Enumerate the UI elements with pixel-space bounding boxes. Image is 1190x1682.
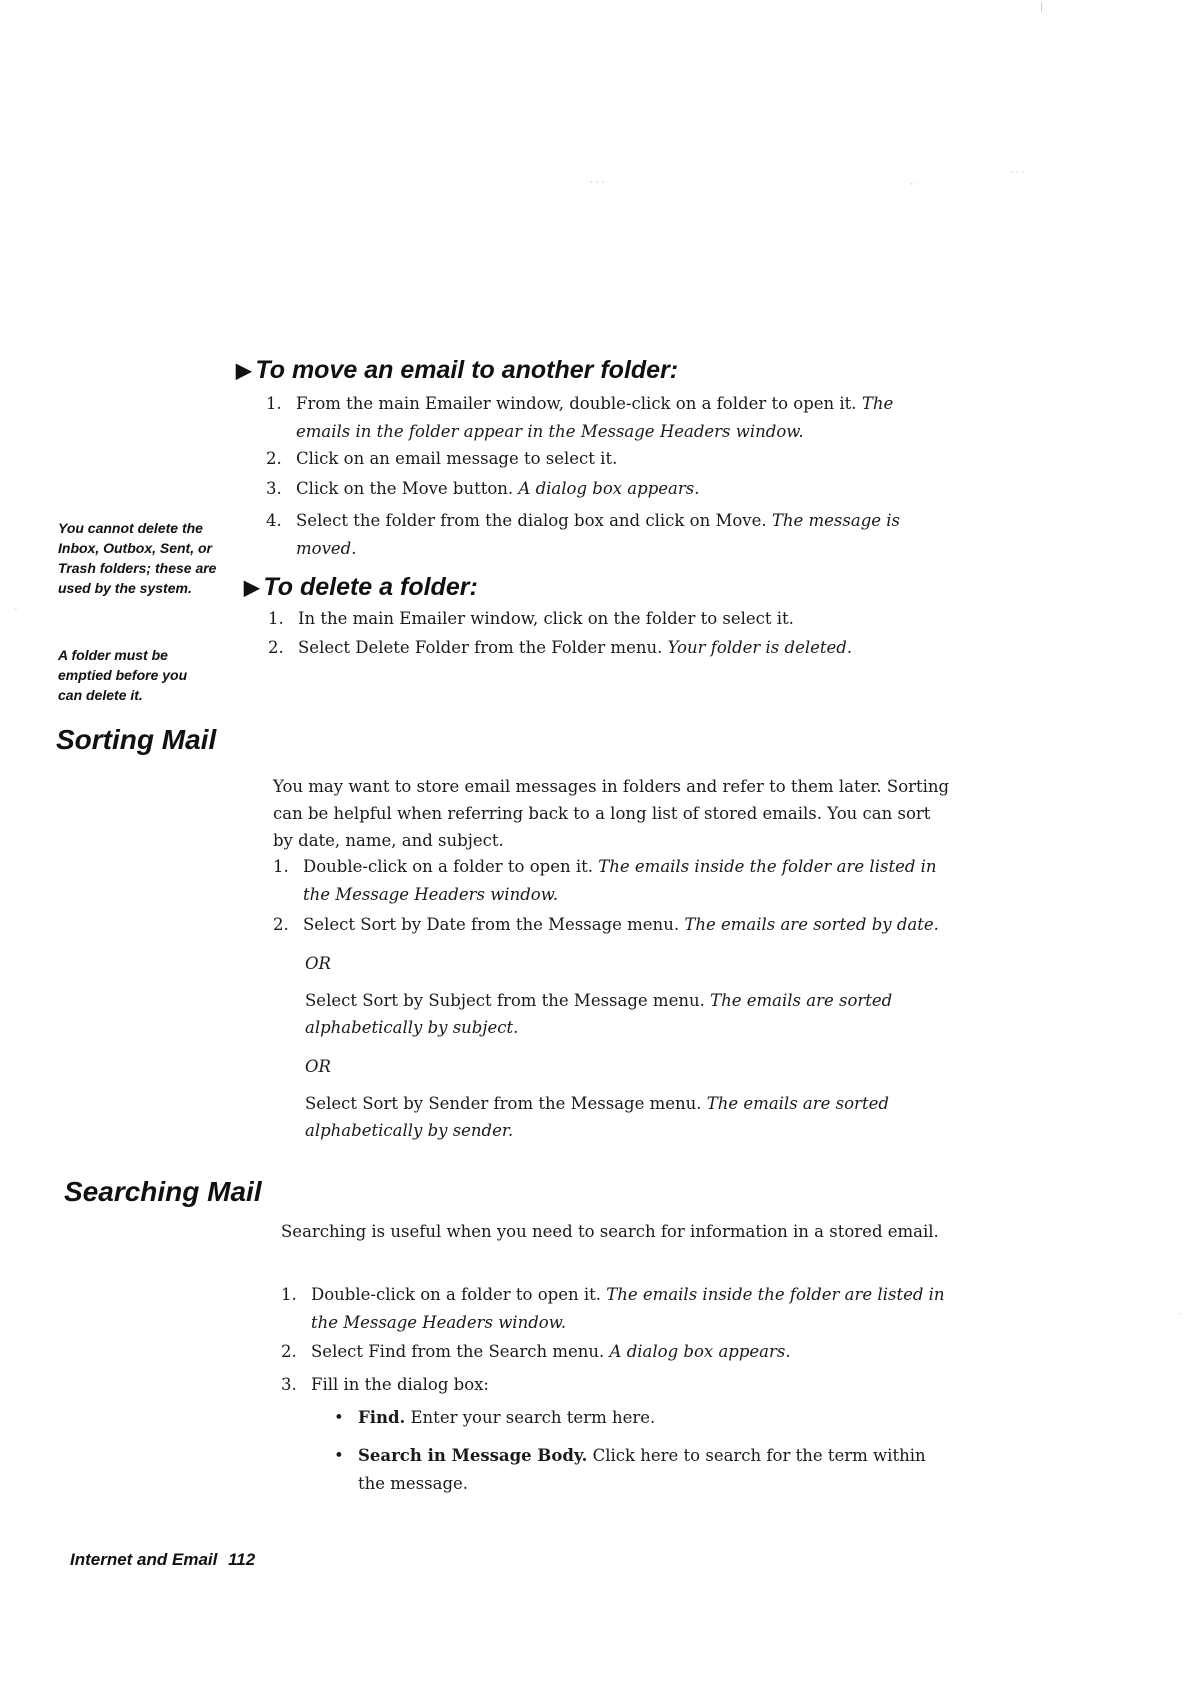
sort-step-1: 1. Double-click on a folder to open it. The emails inside the folder are listed in the Message Headers window. <box>273 857 937 904</box>
move-email-heading-text: To move an email to another folder: <box>255 356 679 384</box>
footer-title: Internet and Email <box>70 1550 218 1569</box>
searching-mail-heading: Searching Mail <box>64 1176 262 1207</box>
delete-step-1: 1. In the main Emailer window, click on the folder to select it. <box>268 609 794 628</box>
search-bullet-body: • Search in Message Body. Click here to search for the term within the message. <box>334 1442 954 1498</box>
sort-alt-sender: Select Sort by Sender from the Message menu. The emails are sorted alphabetically by sender. <box>305 1094 889 1140</box>
sorting-intro: You may want to store email messages in folders and refer to them later. Sorting can be helpful when referring back to a long list of stored emails. You can sort by date, name, and subject. <box>273 777 950 850</box>
delete-folder-heading-text: To delete a folder: <box>263 573 478 601</box>
delete-step-2: 2. Select Delete Folder from the Folder menu. Your folder is deleted. <box>268 638 853 657</box>
triangle-arrow-icon: ▶ <box>244 577 260 599</box>
search-bullet-find: • Find. Enter your search term here. <box>334 1404 954 1432</box>
or-label-1: OR <box>305 954 331 973</box>
page-footer <box>70 1550 255 1570</box>
move-step-3: 3. Click on the Move button. A dialog box appears. <box>266 479 700 498</box>
search-step-3: 3. Fill in the dialog box: <box>281 1375 489 1394</box>
move-step-4: 4. Select the folder from the dialog box and click on Move. The message is moved. <box>266 511 901 558</box>
bullet-icon: • <box>334 1408 344 1427</box>
bullet-icon: • <box>334 1446 344 1465</box>
sidenote-empty-folder: A folder must be emptied before you can delete it. <box>58 647 188 703</box>
search-step-1: 1. Double-click on a folder to open it. The emails inside the folder are listed in the Message Headers window. <box>281 1285 945 1332</box>
triangle-arrow-icon: ▶ <box>236 360 252 382</box>
move-step-2: 2. Click on an email message to select it. <box>266 449 618 468</box>
search-step-2: 2. Select Find from the Search menu. A dialog box appears. <box>281 1342 791 1361</box>
move-step-1: 1. From the main Emailer window, double-click on a folder to open it. The emails in the folder appear in the Message Headers window. <box>266 394 894 441</box>
sort-alt-subject: Select Sort by Subject from the Message menu. The emails are sorted alphabetically by subject. <box>305 991 893 1037</box>
page-number: 112 <box>228 1550 256 1569</box>
move-email-heading <box>236 356 678 385</box>
sorting-mail-heading: Sorting Mail <box>56 724 217 755</box>
sort-step-2: 2. Select Sort by Date from the Message menu. The emails are sorted by date. <box>273 915 939 934</box>
or-label-2: OR <box>305 1057 331 1076</box>
searching-intro: Searching is useful when you need to search for information in a stored email. <box>281 1222 939 1241</box>
document-page: | · · · · · · · · - · ▶ To move an email to another folder: 1. From the main Emailer window, double-click on a folder to open it. The emails in the folder appear in the Message Headers window. 2. Click on an email message to select it. 3. Click on the Move button. A dialog box appears. 4. Select the folder from the dialog box and click on Move. The message is moved. You cannot delete the Inbox, Outbox, Sent, or Trash folders; these are used by the system. A folder must be emptied before you can delete it. ▶ To delete a folder: 1. In the main Emailer window, click on the folder to select it. 2. Select Delete Folder from the Folder menu. Your folder is deleted. Sorting Mail You may want to store email messages in folders and refer to them later. Sorting can be helpful when referring back to a long list of stored emails. You can sort by date, name, and subject. 1. Double-click on a folder to open it. The emails inside the folder are listed in the Message Headers window. 2. Select Sort by Date from the Message menu. The emails are sorted by date. OR Select Sort by Subject from the Message menu. The emails are sorted alphabetically by subject. OR Select Sort by Sender from the Message menu. The emails are sorted alphabetically by sender. Searching Mail Searching is useful when you need to search for information in a stored email. 1. Double-click on a folder to open it. The emails inside the folder are listed in the Message Headers window. 2. Select Find from the Search menu. A dialog box appears. 3. Fill in the dialog box: • Find. Enter your search term here. • Search in Message Body. Click here to search for the term within the message. Internet and Email 112 <box>14 2 1181 1569</box>
delete-folder-heading <box>244 573 478 602</box>
sidenote-system-folders: You cannot delete the Inbox, Outbox, Sent, or Trash folders; these are used by the system. <box>58 520 217 596</box>
